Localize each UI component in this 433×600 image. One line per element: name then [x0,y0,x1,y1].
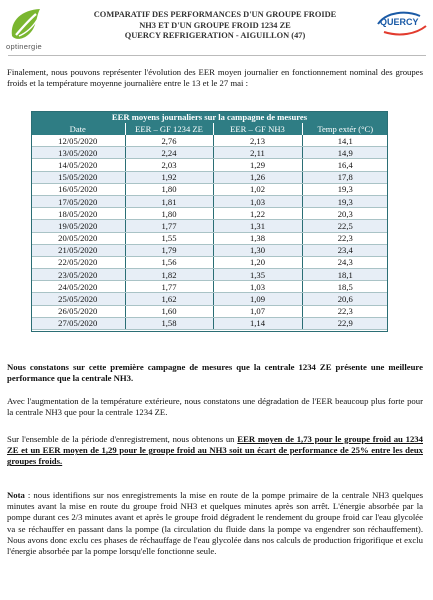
cell-temp: 22,9 [302,317,388,329]
optinergie-brand: optinergie [6,42,42,51]
cell-eer-1234ze: 1,56 [125,256,213,268]
cell-temp: 22,3 [302,232,388,244]
intro-paragraph: Finalement, nous pouvons représenter l'évolution des EER moyen journalier en fonctionnement nominal des groupes froids et la température moyenne journalière entre le 13 et le 27 mai : [7,67,423,89]
table-row [31,232,388,244]
cell-date: 21/05/2020 [31,244,125,256]
cell-eer-1234ze: 1,80 [125,208,213,220]
table-row [31,269,388,281]
cell-date: 26/05/2020 [31,305,125,317]
table-row [31,208,388,220]
cell-date: 22/05/2020 [31,256,125,268]
cell-temp: 20,3 [302,208,388,220]
table-row [31,305,388,317]
cell-eer-1234ze: 1,81 [125,195,213,207]
cell-temp: 17,8 [302,171,388,183]
table-row [31,220,388,232]
page-header [0,0,433,58]
cell-date: 17/05/2020 [31,195,125,207]
table-row [31,183,388,195]
optinergie-logo [6,6,56,51]
cell-temp: 14,1 [302,135,388,147]
cell-eer-1234ze: 1,58 [125,317,213,329]
cell-eer-nh3: 1,14 [213,317,302,329]
cell-temp: 19,3 [302,195,388,207]
cell-eer-nh3: 1,31 [213,220,302,232]
cell-temp: 23,4 [302,244,388,256]
cell-eer-nh3: 1,02 [213,183,302,195]
cell-eer-1234ze: 2,76 [125,135,213,147]
temperature-paragraph: Avec l'augmentation de la température extérieure, nous constatons une dégradation de l'EER beaucoup plus forte pour la centrale NH3 que pour la centrale 1234 ZE. [7,396,423,418]
cell-eer-nh3: 2,11 [213,147,302,159]
cell-date: 15/05/2020 [31,171,125,183]
cell-eer-nh3: 1,09 [213,293,302,305]
cell-date: 20/05/2020 [31,232,125,244]
header-eer-nh3: EER – GF NH3 [213,123,302,135]
cell-eer-1234ze: 1,92 [125,171,213,183]
table-caption: EER moyens journaliers sur la campagne de mesures [31,111,388,123]
table-row [31,256,388,268]
note-paragraph [7,490,423,557]
title-line-2: NH3 ET D'UN GROUPE FROID 1234 ZE [139,20,291,30]
cell-date: 25/05/2020 [31,293,125,305]
cell-date: 24/05/2020 [31,281,125,293]
table-row [31,244,388,256]
eer-table-container [31,111,388,330]
cell-eer-nh3: 1,07 [213,305,302,317]
average-eer-intro: Sur l'ensemble de la période d'enregistrement, nous obtenons un [7,434,238,444]
cell-date: 19/05/2020 [31,220,125,232]
cell-eer-nh3: 1,29 [213,159,302,171]
cell-eer-nh3: 1,35 [213,269,302,281]
header-date: Date [31,123,125,135]
cell-date: 13/05/2020 [31,147,125,159]
cell-date: 12/05/2020 [31,135,125,147]
cell-temp: 14,9 [302,147,388,159]
cell-eer-1234ze: 1,80 [125,183,213,195]
cell-temp: 22,3 [302,305,388,317]
cell-eer-nh3: 1,03 [213,281,302,293]
cell-eer-nh3: 1,30 [213,244,302,256]
table-header-row [31,123,388,135]
document-title [70,10,360,42]
header-eer-1234ze: EER – GF 1234 ZE [125,123,213,135]
title-line-3: QUERCY REFRIGERATION - AIGUILLON (47) [124,31,306,40]
cell-temp: 24,3 [302,256,388,268]
cell-temp: 19,3 [302,183,388,195]
optinergie-leaf-icon [6,6,52,42]
cell-eer-nh3: 1,22 [213,208,302,220]
table-row [31,159,388,171]
table-row [31,293,388,305]
table-body [31,135,388,330]
cell-eer-nh3: 1,26 [213,171,302,183]
header-divider [8,55,426,56]
cell-temp: 18,1 [302,269,388,281]
cell-temp: 18,5 [302,281,388,293]
table-row [31,317,388,329]
average-eer-highlight: EER moyen de 1,73 pour le groupe froid au 1234 ZE et un EER moyen de 1,29 pour le groupe froid au NH3 soit un écart de performance de 25% entre les deux groupes froids. [7,434,423,467]
cell-eer-1234ze: 1,77 [125,220,213,232]
cell-eer-1234ze: 1,79 [125,244,213,256]
eer-table [31,111,388,330]
cell-eer-nh3: 2,13 [213,135,302,147]
header-temp: Temp extér (°C) [302,123,388,135]
cell-eer-1234ze: 1,62 [125,293,213,305]
cell-date: 16/05/2020 [31,183,125,195]
quercy-logo [376,10,430,44]
cell-eer-1234ze: 2,03 [125,159,213,171]
cell-eer-nh3: 1,38 [213,232,302,244]
cell-eer-1234ze: 1,77 [125,281,213,293]
table-row [31,281,388,293]
cell-temp: 16,4 [302,159,388,171]
cell-eer-nh3: 1,03 [213,195,302,207]
note-text: : nous identifions sur nos enregistrements la mise en route de la pompe primaire de la centrale NH3 quelques minutes avant la mise en route du groupe froid NH3 et quelques minutes après son arrêt. L'énergie absorbée par la pompe durant ces 2/3 minutes avant et après le groupe froid dégradent le rendement du groupe froid car l'eau glycolée va se réchauffer en passant dans la pompe (la circulation du fluide dans la pompe va engendrer son réchauffement). Nous avons donc exclu ces phases de réchauffage de l'eau glycolée dans nos calculs de production frigorifique et exclu l'énergie absorbée par la pompe lorsqu'elle fonctionne seule. [7,490,423,557]
cell-date: 23/05/2020 [31,269,125,281]
cell-eer-1234ze: 1,55 [125,232,213,244]
table-caption-row [31,111,388,123]
table-row [31,171,388,183]
cell-temp: 22,5 [302,220,388,232]
table-row [31,147,388,159]
note-label: Nota [7,490,25,500]
title-line-1: COMPARATIF DES PERFORMANCES D'UN GROUPE FROIDE [93,10,337,19]
quercy-brand: QUERCY [380,17,419,27]
cell-temp: 20,6 [302,293,388,305]
cell-eer-nh3: 1,20 [213,256,302,268]
cell-eer-1234ze: 2,24 [125,147,213,159]
cell-date: 14/05/2020 [31,159,125,171]
table-row [31,135,388,147]
cell-date: 27/05/2020 [31,317,125,329]
average-eer-paragraph [7,434,423,468]
cell-eer-1234ze: 1,82 [125,269,213,281]
cell-date: 18/05/2020 [31,208,125,220]
cell-eer-1234ze: 1,60 [125,305,213,317]
table-row [31,195,388,207]
conclusion-bold-paragraph: Nous constatons sur cette première campagne de mesures que la centrale 1234 ZE présente une meilleure performance que la centrale NH3. [7,362,423,384]
